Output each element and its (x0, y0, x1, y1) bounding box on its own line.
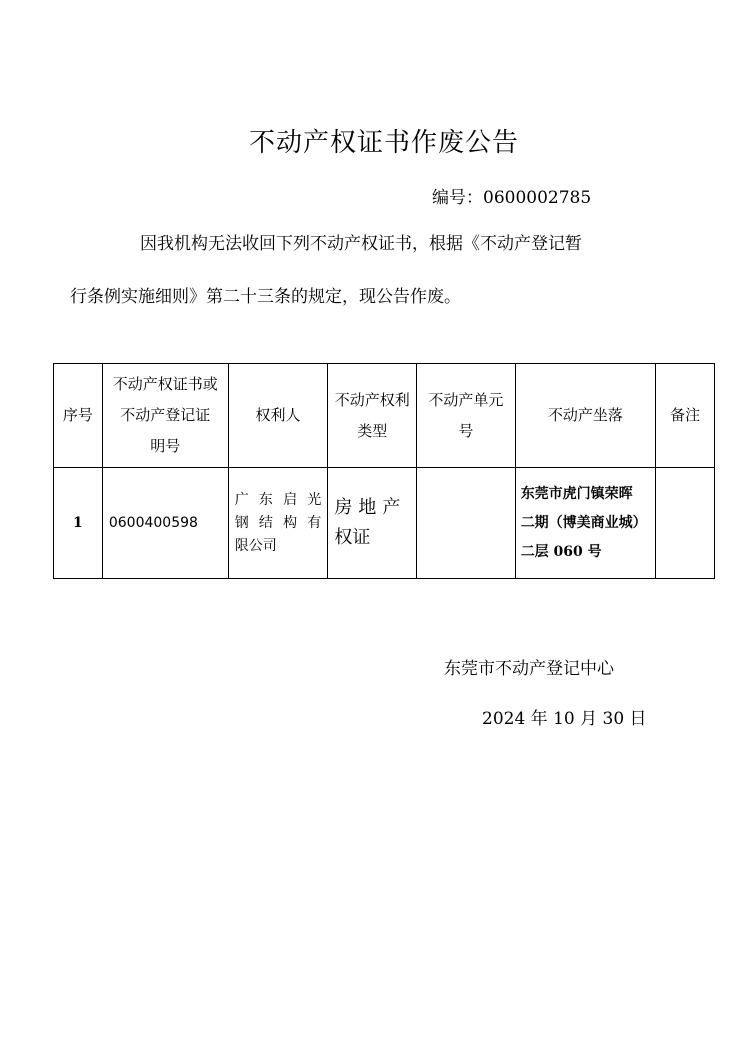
location-line-3: 二层 060 号 (520, 543, 602, 560)
cell-location (515, 468, 656, 579)
issuer-name: 东莞市不动产登记中心 (444, 659, 614, 679)
header-type-line-2: 类型 (357, 421, 388, 440)
header-cert-line-3: 明号 (150, 437, 181, 455)
paragraph-line-2: 行条例实施细则》第二十三条的规定，现公告作废。 (70, 287, 461, 307)
type-line-1: 房地产 (334, 497, 407, 518)
cell-note (656, 468, 715, 579)
header-cert-line-1: 不动产权证书或 (112, 375, 218, 393)
document-number: 编号：0600002785 (432, 188, 592, 208)
header-cert-line-2: 不动产登记证 (120, 406, 211, 424)
header-note: 备注 (656, 364, 715, 468)
type-line-2: 权证 (334, 527, 371, 548)
header-seq: 序号 (54, 364, 103, 468)
table-row (54, 468, 715, 579)
owner-line-1: 广东启光 (234, 491, 322, 508)
paragraph-line-1: 因我机构无法收回下列不动产权证书，根据《不动产登记暂 (140, 234, 582, 254)
header-cert-number (102, 364, 228, 468)
header-type-line-1: 不动产权利 (334, 390, 410, 409)
cell-cert-number: 0600400598 (102, 468, 228, 579)
cell-owner (228, 468, 328, 579)
header-unit-line-1: 不动产单元 (428, 390, 504, 409)
owner-line-3: 限公司 (234, 537, 277, 554)
cell-right-type (328, 468, 417, 579)
location-line-2: 二期（博美商业城） (520, 514, 647, 531)
header-unit-number (417, 364, 516, 468)
cell-seq: 1 (54, 468, 103, 579)
location-line-1: 东莞市虎门镇荣晖 (520, 485, 633, 502)
header-location: 不动产坐落 (515, 364, 656, 468)
header-unit-line-2: 号 (458, 421, 474, 440)
cell-unit-number (417, 468, 516, 579)
certificate-table (53, 363, 715, 579)
header-right-type (328, 364, 417, 468)
owner-line-2: 钢结构有 (234, 514, 322, 531)
table-header-row (54, 364, 715, 468)
page-title: 不动产权证书作废公告 (248, 128, 519, 158)
issue-date: 2024 年 10 月 30 日 (482, 709, 647, 729)
header-owner: 权利人 (228, 364, 328, 468)
